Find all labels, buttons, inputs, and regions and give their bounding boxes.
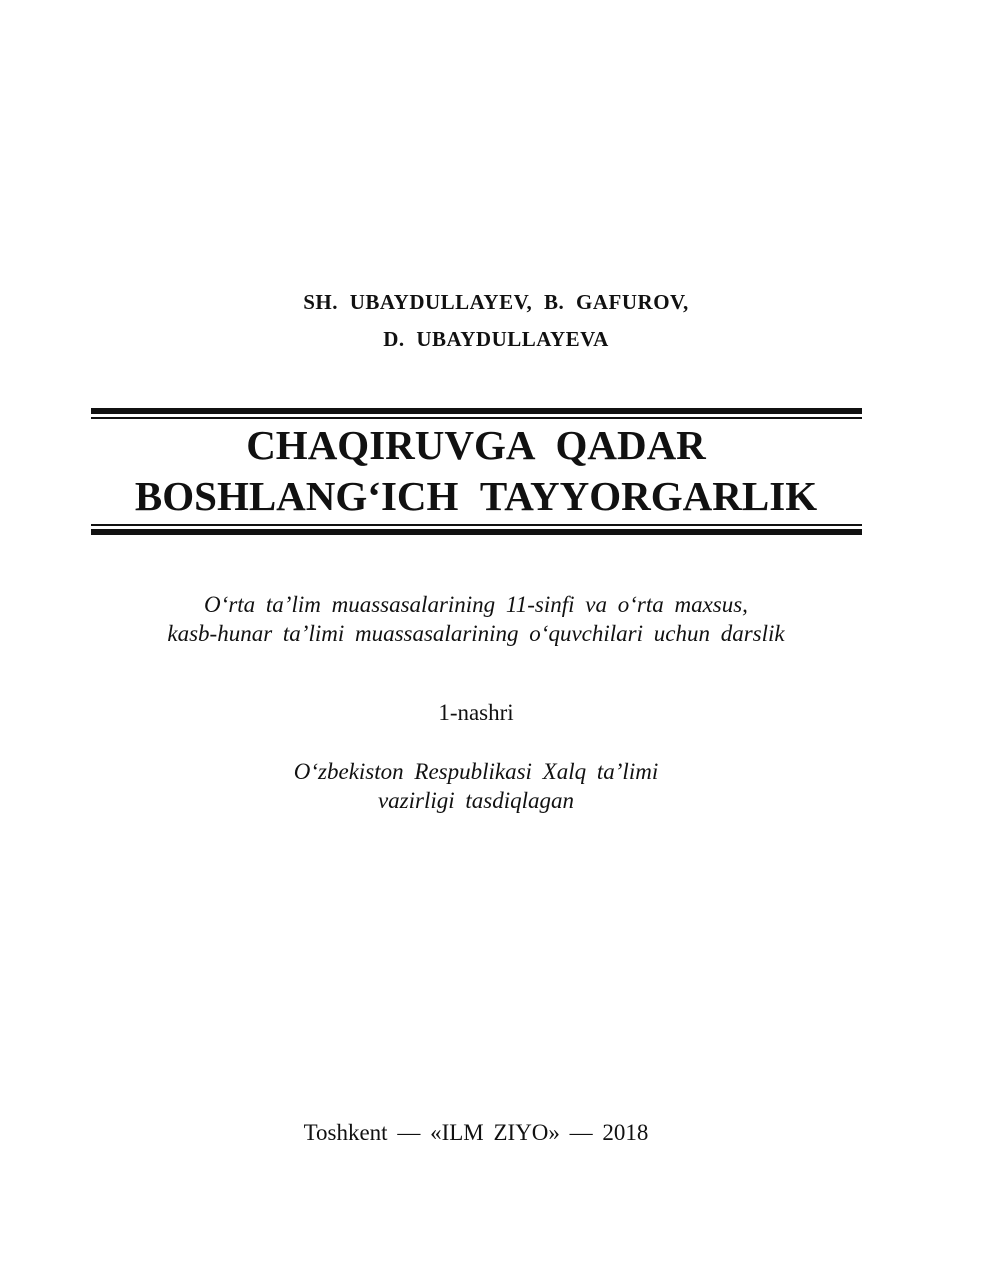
publisher-imprint: Toshkent — «ILM ZIYO» — 2018 <box>303 1120 649 1145</box>
authors-line-2: D. UBAYDULLAYEVA <box>383 327 609 351</box>
top-rule-thin <box>91 417 862 419</box>
book-title-line-1: CHAQIRUVGA QADAR <box>246 422 706 468</box>
top-rule-thick <box>91 408 862 414</box>
bottom-rule-thick <box>91 529 862 535</box>
subtitle-line-2: kasb-hunar ta’limi muassasalarining o‘quvchilari uchun darslik <box>167 621 785 646</box>
subtitle-line-1: O‘rta ta’lim muassasalarining 11-sinfi va o‘rta maxsus, <box>204 592 748 617</box>
bottom-rule-thin <box>91 524 862 526</box>
authors-line-1: SH. UBAYDULLAYEV, B. GAFUROV, <box>303 290 689 314</box>
edition-label: 1-nashri <box>438 700 514 725</box>
book-title-line-2: BOSHLANG‘ICH TAYYORGARLIK <box>134 473 818 519</box>
approval-line-2: vazirligi tasdiqlagan <box>377 788 575 813</box>
approval-line-1: O‘zbekiston Respublikasi Xalq ta’limi <box>293 759 659 784</box>
